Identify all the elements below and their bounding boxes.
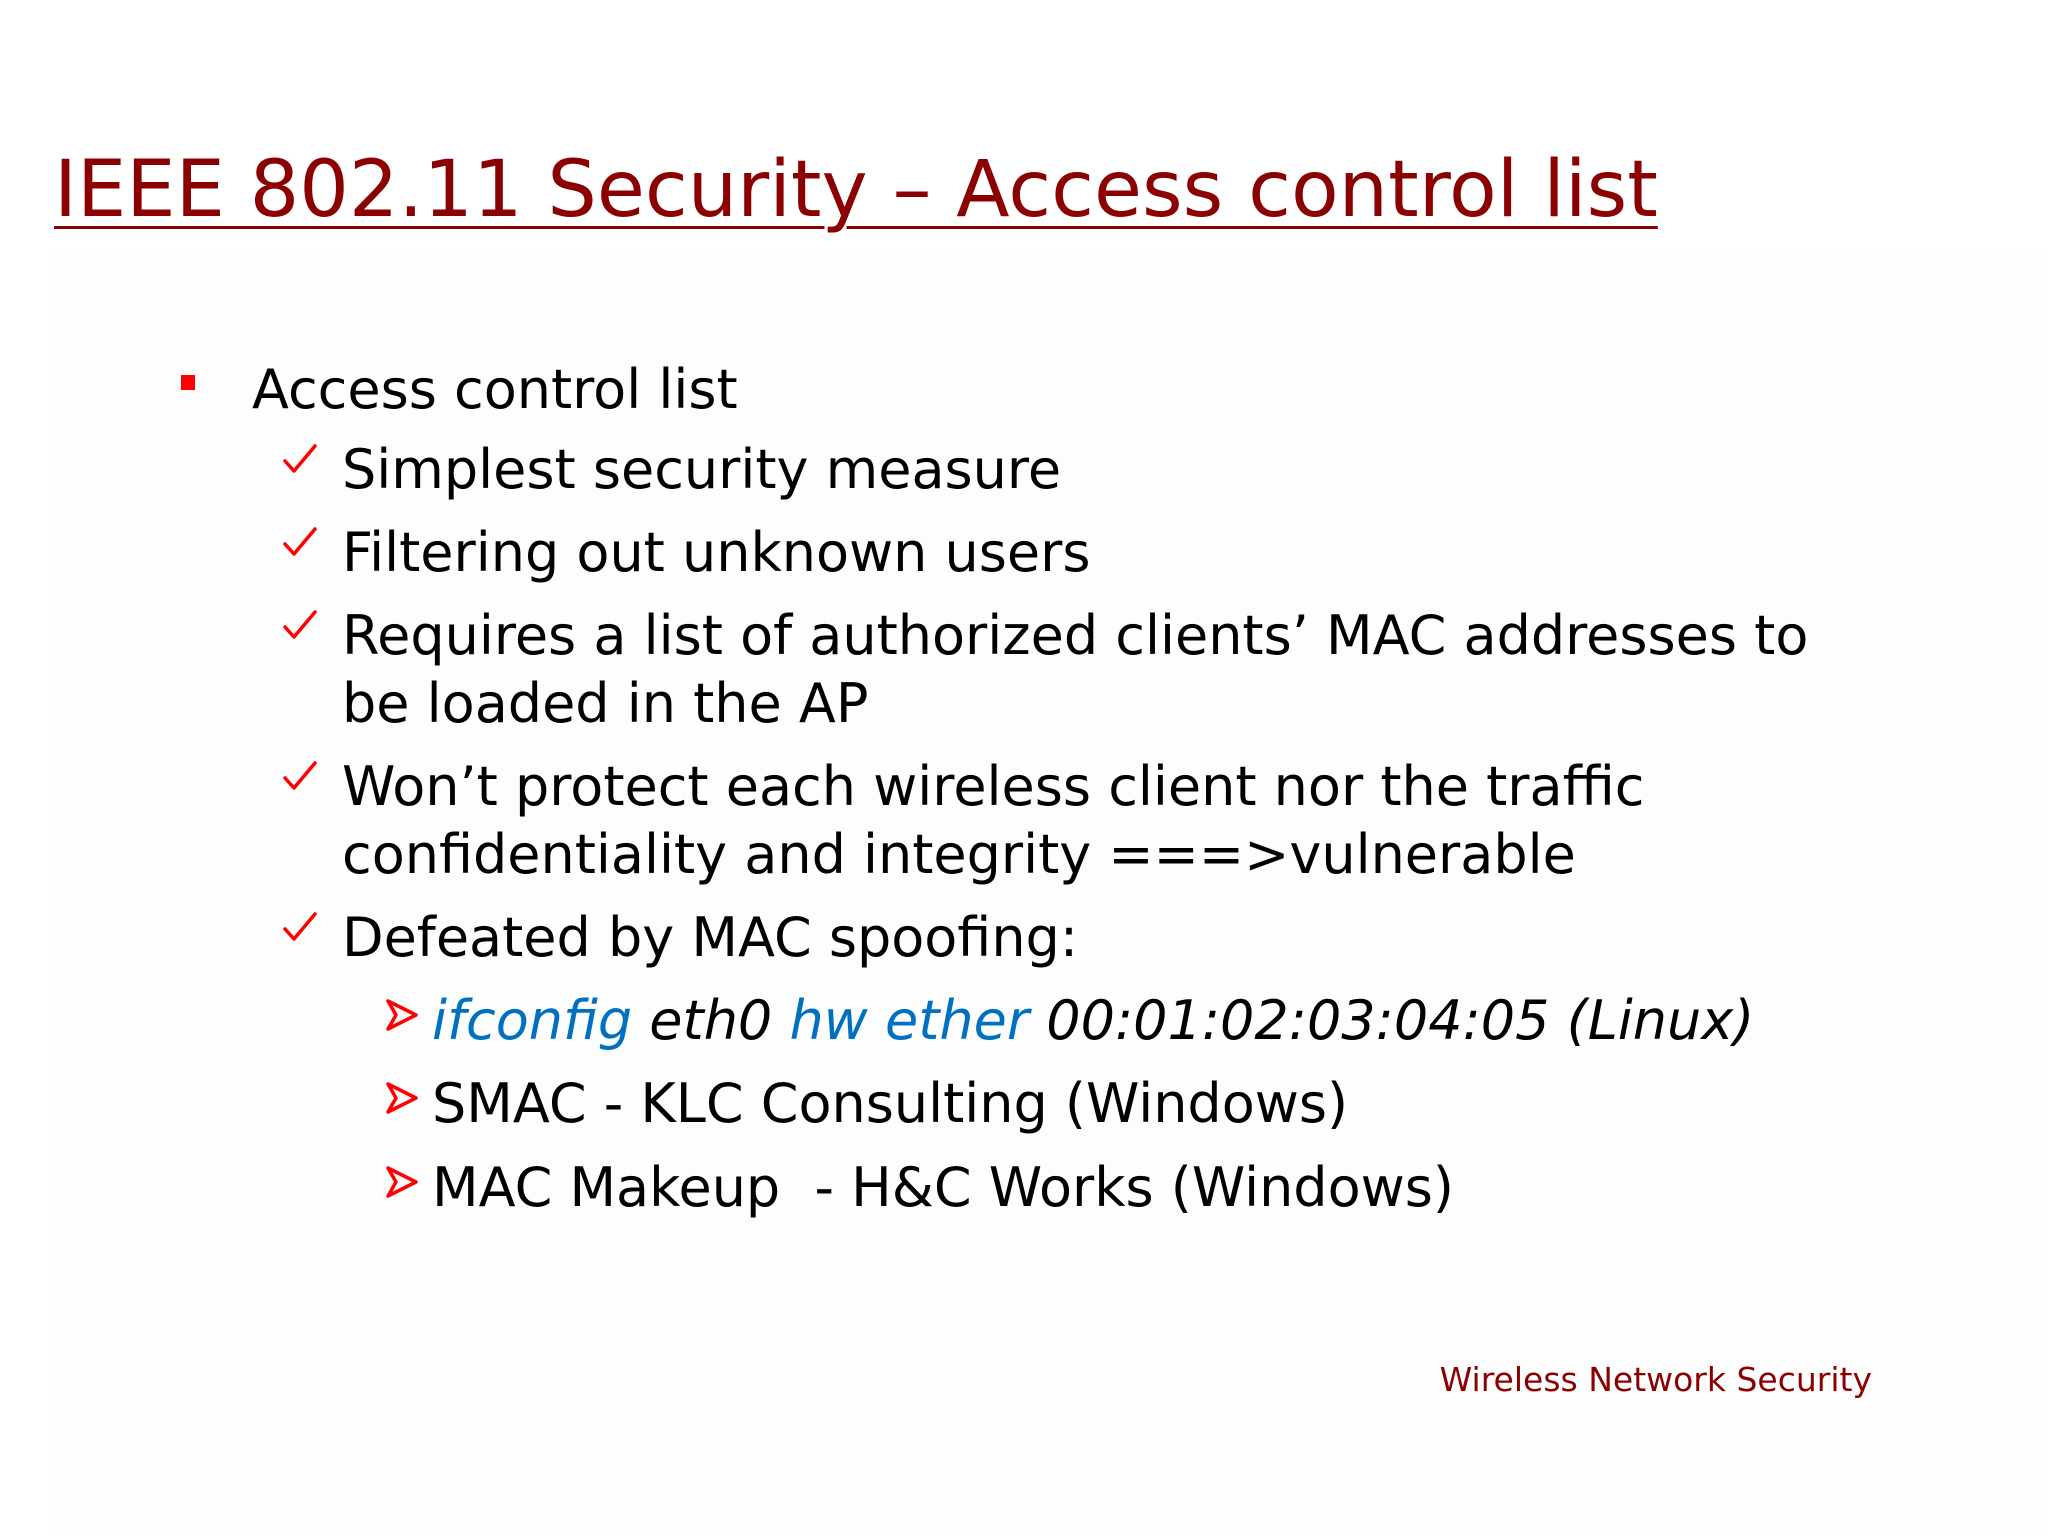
slide-footer: Wireless Network Security — [1439, 1360, 1872, 1399]
square-bullet-icon — [181, 375, 195, 390]
arrowhead-icon — [384, 1080, 420, 1116]
tool-smac: SMAC - KLC Consulting (Windows) — [432, 1072, 1349, 1135]
arrowhead-icon — [384, 997, 420, 1033]
command-ifconfig — [432, 987, 1754, 1055]
check-item-requires-line2: be loaded in the AP — [342, 672, 869, 735]
check-item-defeated: Defeated by MAC spoofing: — [342, 906, 1079, 969]
bullet-access-control-list: Access control list — [252, 358, 738, 421]
checkmark-icon — [282, 910, 318, 946]
check-item-requires-line1: Requires a list of authorized clients’ MAC addresses to — [342, 604, 1809, 667]
command-keyword-ifconfig: ifconfig — [432, 989, 633, 1052]
arrowhead-icon — [384, 1164, 420, 1200]
checkmark-icon — [282, 759, 318, 795]
check-item-wont-protect-line1: Won’t protect each wireless client nor the traffic — [342, 755, 1645, 818]
tool-mac-makeup: MAC Makeup - H&C Works (Windows) — [432, 1156, 1454, 1219]
command-keyword-hw-ether: hw ether — [789, 989, 1030, 1052]
checkmark-icon — [282, 608, 318, 644]
check-item-wont-protect-line2: confidentiality and integrity ===>vulnerable — [342, 823, 1576, 886]
checkmark-icon — [282, 442, 318, 478]
check-item-simplest: Simplest security measure — [342, 438, 1062, 501]
slide-title: IEEE 802.11 Security – Access control list — [54, 145, 1658, 235]
command-interface: eth0 — [632, 989, 790, 1052]
command-mac-address: 00:01:02:03:04:05 (Linux) — [1029, 989, 1755, 1052]
check-item-filtering: Filtering out unknown users — [342, 521, 1091, 584]
checkmark-icon — [282, 525, 318, 561]
